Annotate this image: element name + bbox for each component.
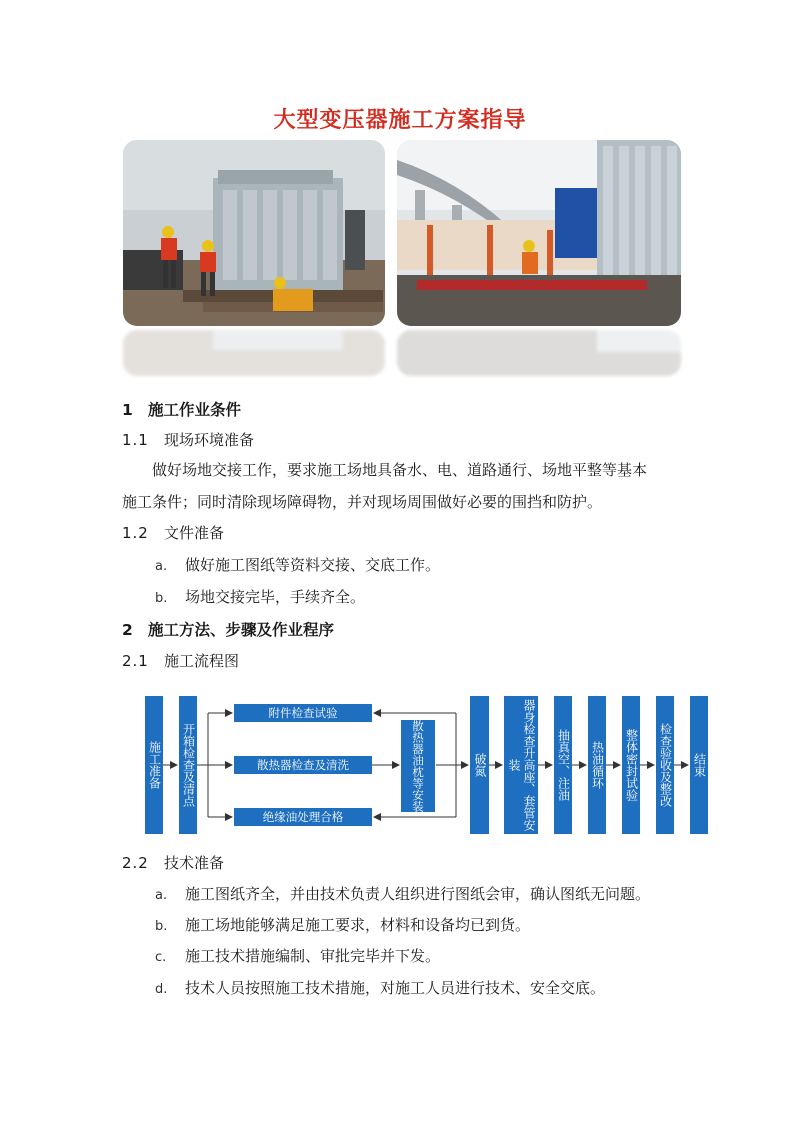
list-item: a. 施工图纸齐全，并由技术负责人组织进行图纸会审，确认图纸无问题。 [155,885,651,903]
flow-parallel-accessory: 附件检查试验 [234,704,372,722]
left-photo-reflection [123,330,385,376]
section-heading: 2 施工方法、步骤及作业程序 [122,621,335,639]
flow-parallel-radiator: 散热器检查及清洗 [234,756,372,774]
right-photo-reflection [397,330,681,376]
flow-step-vacuum: 抽真空、注油 [554,696,572,834]
transformer-left-photo [123,140,385,326]
flow-step-acceptance: 检查验收及整改 [656,696,674,834]
transformer-right-photo [397,140,681,326]
flow-parallel-oil: 绝缘油处理合格 [234,808,372,826]
subsection-heading: 1.2 文件准备 [122,524,225,542]
list-item: a. 做好施工图纸等资料交接、交底工作。 [155,556,441,574]
page-title: 大型变压器施工方案指导 [273,108,527,133]
flow-step-nitrogen: 破氮 [470,696,489,834]
flow-step-end: 结束 [690,696,708,834]
flow-step-seal-test: 整体密封试验 [622,696,640,834]
flow-step-start: 施工准备 [145,696,163,834]
list-item: b. 施工场地能够满足施工要求，材料和设备均已到货。 [155,916,531,934]
subsection-heading: 2.1 施工流程图 [122,652,240,670]
list-item: b. 场地交接完毕，手续齐全。 [155,588,366,606]
construction-flowchart [140,690,720,840]
flow-step-radiator-install: 散热器油枕等安装 [401,720,435,812]
subsection-heading: 1.1 现场环境准备 [122,431,255,449]
flow-step-unpack: 开箱检查及清点 [179,696,197,834]
list-item: c. 施工技术措施编制、审批完毕并下发。 [155,947,441,965]
flow-step-hot-oil: 热油循环 [588,696,606,834]
list-item: d. 技术人员按照施工技术措施，对施工人员进行技术、安全交底。 [155,979,606,997]
paragraph: 做好场地交接工作，要求施工场地具备水、电、道路通行、场地平整等基本 施工条件；同时清除现场障碍物，并对现场周围做好必要的围挡和防护。 [122,461,648,511]
flow-step-body-check: 器身检查升高座、套管安装 [504,696,538,834]
subsection-heading: 2.2 技术准备 [122,854,225,872]
section-heading: 1 施工作业条件 [122,401,242,419]
